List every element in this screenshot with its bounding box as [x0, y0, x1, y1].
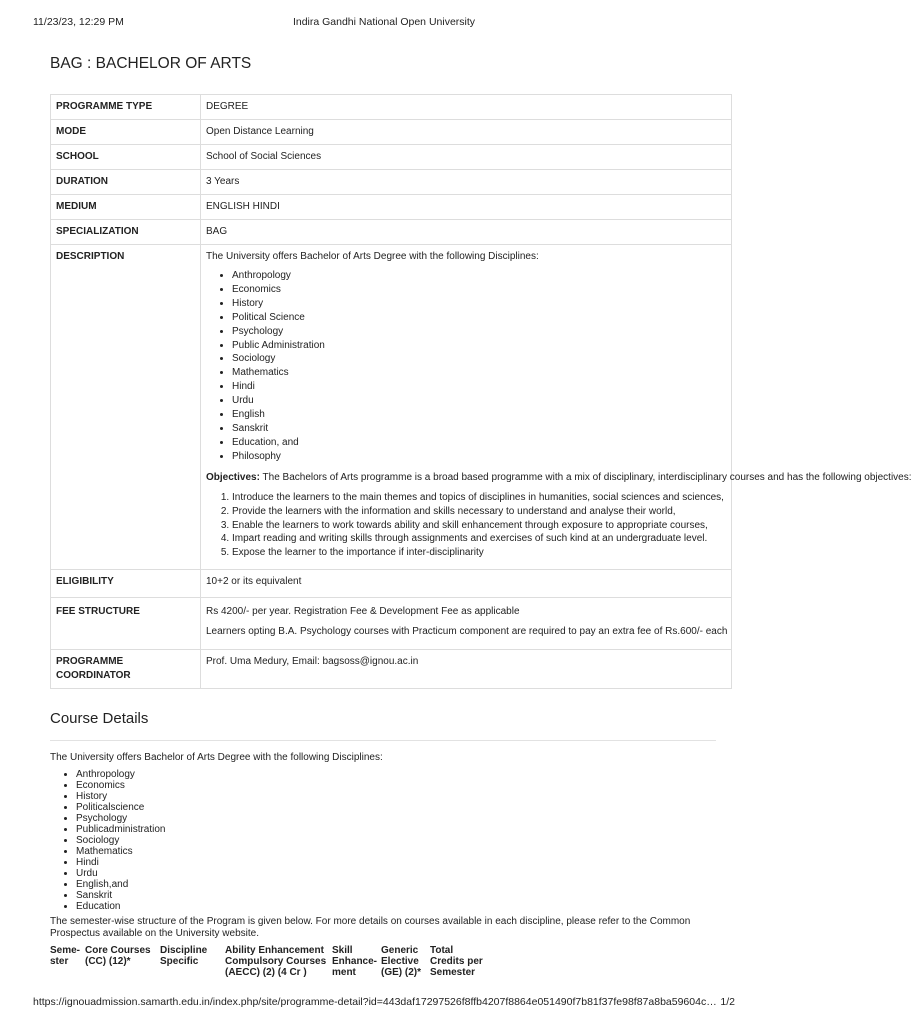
header-cell-line: Enhance- — [332, 956, 378, 967]
print-footer — [33, 996, 735, 1010]
semester-table-header-cell — [85, 945, 160, 978]
course-discipline-item: • Mathematics — [76, 846, 166, 857]
semester-table-header-row — [50, 945, 491, 978]
objective-item: 2. Provide the learners with the information and skills necessary to understand and analyse their world, — [232, 505, 726, 519]
objectives-text: The Bachelors of Arts programme is a broad based programme with a mix of disciplinary, interdisciplinary courses and has the following objectives: — [259, 471, 912, 483]
semester-table-header-cell — [381, 945, 430, 978]
objective-item: 3. Enable the learners to work towards ability and skill enhancement through exposure to appropriate courses, — [232, 519, 726, 533]
medium-label: MEDIUM — [51, 195, 201, 220]
course-discipline-item: • Sanskrit — [76, 890, 166, 901]
objective-item: 5. Expose the learner to the importance if inter-disciplinarity — [232, 546, 726, 560]
discipline-item: • Sanskrit — [232, 422, 726, 436]
course-discipline-item: • Publicadministration — [76, 824, 166, 835]
table-row — [51, 650, 732, 689]
header-cell-line: Specific — [160, 956, 199, 967]
fee-note: Learners opting B.A. Psychology courses with Practicum component are required to pay an extra fee of Rs.600/- each — [206, 626, 728, 638]
fee-structure-value — [201, 598, 732, 650]
semester-table-header-cell — [332, 945, 381, 978]
semester-structure-table — [50, 945, 491, 978]
course-discipline-item: • Education — [76, 901, 166, 912]
discipline-item: • Public Administration — [232, 339, 726, 353]
duration-value: 3 Years — [201, 170, 732, 195]
discipline-item: • Hindi — [232, 380, 726, 394]
coordinator-value: Prof. Uma Medury, Email: bagsoss@ignou.ac.in — [201, 650, 732, 689]
objective-item: 1. Introduce the learners to the main themes and topics of disciplines in humanities, social sciences and sciences, — [232, 491, 726, 505]
discipline-item: • Mathematics — [232, 366, 726, 380]
coordinator-label — [51, 650, 201, 689]
description-label: DESCRIPTION — [51, 245, 201, 570]
specialization-label: SPECIALIZATION — [51, 220, 201, 245]
course-discipline-item: • History — [76, 791, 166, 802]
objectives-list — [206, 491, 726, 561]
mode-label: MODE — [51, 120, 201, 145]
discipline-list — [206, 269, 726, 464]
course-details-intro: The University offers Bachelor of Arts Degree with the following Disciplines: — [50, 752, 383, 763]
table-row — [51, 598, 732, 650]
course-discipline-item: • Anthropology — [76, 769, 166, 780]
header-cell-line: ment — [332, 967, 356, 978]
table-row — [51, 170, 732, 195]
objective-item: 4. Impart reading and writing skills through assignments and exercises of such kind at an undergraduate level. — [232, 532, 726, 546]
mode-value: Open Distance Learning — [201, 120, 732, 145]
divider — [50, 740, 716, 741]
table-row — [51, 95, 732, 120]
header-cell-line: Credits per — [430, 956, 483, 967]
header-cell-line: Core Courses — [85, 945, 151, 956]
school-label: SCHOOL — [51, 145, 201, 170]
header-cell-line: Total — [430, 945, 454, 956]
header-cell-line: (CC) (12)* — [85, 956, 131, 967]
specialization-value: BAG — [201, 220, 732, 245]
table-row — [51, 145, 732, 170]
objectives-label: Objectives: — [206, 471, 260, 483]
header-cell-line: (GE) (2)* — [381, 967, 421, 978]
semester-table-header-cell — [50, 945, 85, 978]
description-value — [201, 245, 912, 570]
header-cell-line: Compulsory Courses — [225, 956, 327, 967]
semester-table-header-cell — [430, 945, 491, 978]
header-cell-line: Elective — [381, 956, 419, 967]
semester-table-header-cell — [160, 945, 225, 978]
coordinator-label-line2: COORDINATOR — [56, 670, 131, 682]
header-cell-line: Discipline — [160, 945, 208, 956]
programme-info-table — [50, 94, 912, 689]
header-cell-line: Seme- — [50, 945, 81, 956]
discipline-item: • Anthropology — [232, 269, 726, 283]
table-row — [51, 570, 732, 598]
discipline-item: • Urdu — [232, 394, 726, 408]
course-discipline-item: • Politicalscience — [76, 802, 166, 813]
medium-value: ENGLISH HINDI — [201, 195, 732, 220]
table-row — [51, 120, 732, 145]
discipline-item: • Education, and — [232, 436, 726, 450]
duration-label: DURATION — [51, 170, 201, 195]
header-cell-line: (AECC) (2) (4 Cr ) — [225, 967, 307, 978]
discipline-item: • Philosophy — [232, 450, 726, 464]
course-details-heading: Course Details — [50, 710, 149, 727]
course-discipline-item: • Hindi — [76, 857, 166, 868]
discipline-item: • Sociology — [232, 352, 726, 366]
page-url: https://ignouadmission.samarth.edu.in/index.php/site/programme-detail?id=443daf17297526f8ffb4207f8864e051490f7b81f37fe98f87a8ba59604c… — [33, 996, 717, 1008]
header-cell-line: ster — [50, 956, 69, 967]
header-cell-line: Ability Enhancement — [225, 945, 324, 956]
description-intro: The University offers Bachelor of Arts Degree with the following Disciplines: — [206, 251, 539, 262]
course-discipline-item: • English,and — [76, 879, 166, 890]
table-row — [51, 245, 732, 570]
discipline-item: • Political Science — [232, 311, 726, 325]
header-cell-line: Skill — [332, 945, 353, 956]
discipline-item: • Economics — [232, 283, 726, 297]
course-discipline-item: • Urdu — [76, 868, 166, 879]
semester-table-header-cell — [225, 945, 332, 978]
page-title: BAG : BACHELOR OF ARTS — [50, 55, 252, 72]
print-datetime: 11/23/23, 12:29 PM — [33, 16, 124, 28]
semester-structure-note: The semester-wise structure of the Program is given below. For more details on courses available in each discipline, please refer to the Common Prospectus available on the University website. — [50, 916, 691, 939]
discipline-item: • English — [232, 408, 726, 422]
programme-type-value: DEGREE — [201, 95, 732, 120]
fee-line: Rs 4200/- per year. Registration Fee & Development Fee as applicable — [206, 606, 520, 618]
discipline-item: • Psychology — [232, 325, 726, 339]
header-cell-line: Semester — [430, 967, 476, 978]
eligibility-label: ELIGIBILITY — [51, 570, 201, 598]
course-discipline-item: • Sociology — [76, 835, 166, 846]
discipline-item: • History — [232, 297, 726, 311]
programme-type-label: PROGRAMME TYPE — [51, 95, 201, 120]
coordinator-label-line1: PROGRAMME — [56, 656, 124, 668]
print-site-title: Indira Gandhi National Open University — [292, 16, 476, 28]
objectives-paragraph — [206, 469, 912, 486]
table-row — [51, 220, 732, 245]
print-header — [33, 16, 735, 30]
school-value: School of Social Sciences — [201, 145, 732, 170]
course-discipline-list — [50, 769, 166, 912]
header-cell-line: Generic — [381, 945, 419, 956]
table-row — [51, 195, 732, 220]
fee-structure-label: FEE STRUCTURE — [51, 598, 201, 650]
page-number: 1/2 — [720, 996, 735, 1008]
course-discipline-item: • Psychology — [76, 813, 166, 824]
course-discipline-item: • Economics — [76, 780, 166, 791]
eligibility-value: 10+2 or its equivalent — [201, 570, 732, 598]
